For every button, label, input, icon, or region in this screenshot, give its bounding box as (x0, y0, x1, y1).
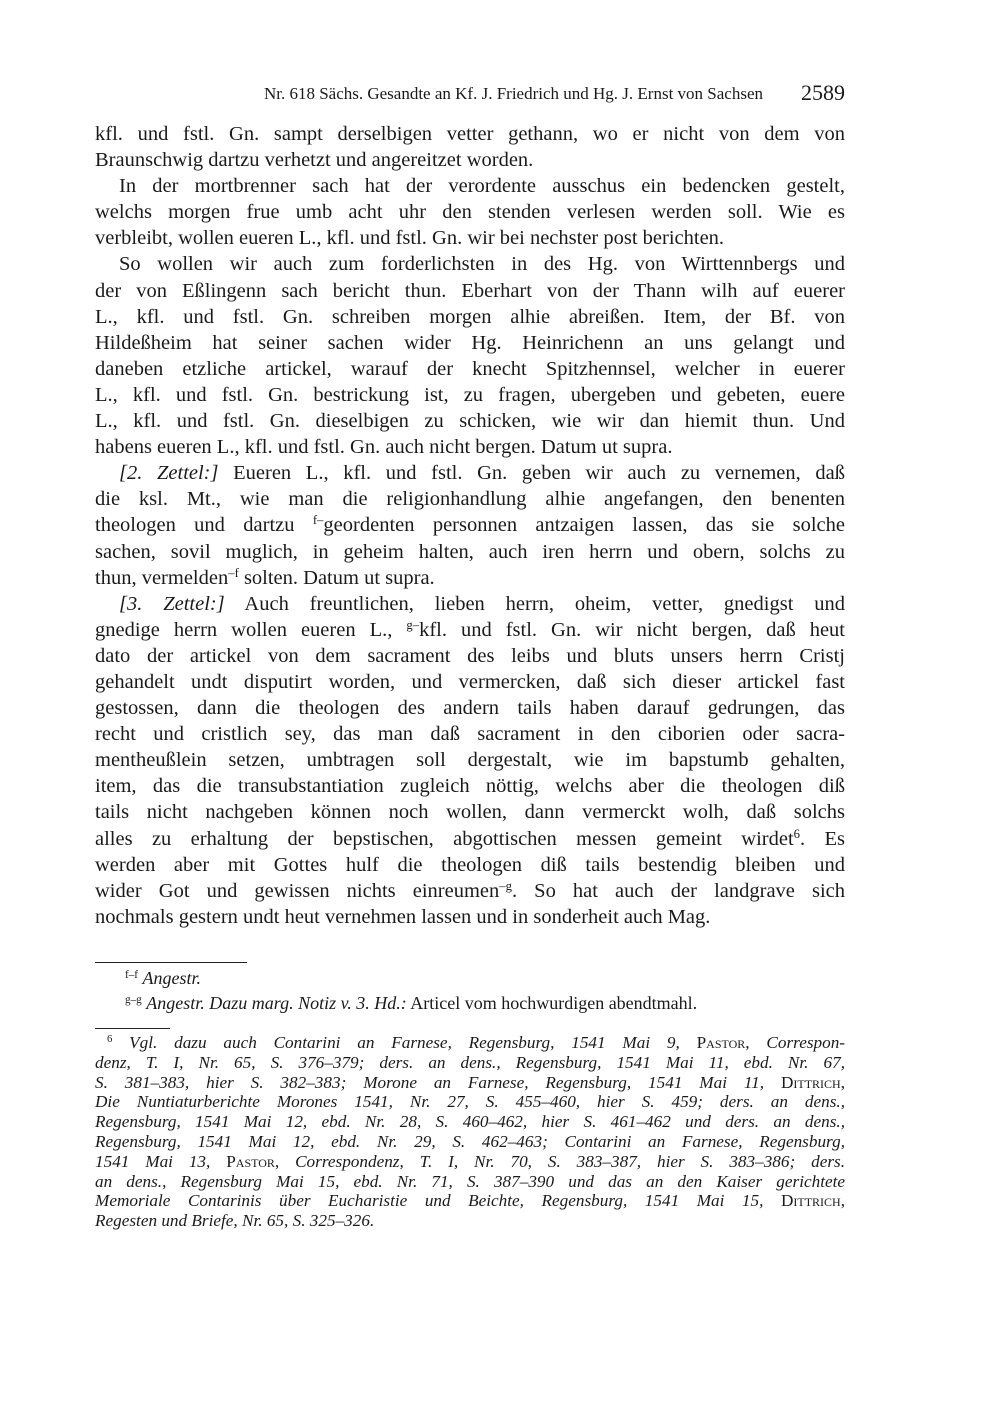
text-segment: denz, T. I, Nr. 65, S. 376–379; ders. an dens., Regensburg, 1541 Mai 11, ebd. Nr. 67, (95, 1052, 845, 1072)
text-segment: 1541 Mai 13, (95, 1151, 211, 1171)
text-line (95, 147, 845, 173)
text-line (95, 1092, 845, 1112)
note-marker: g– (406, 617, 420, 632)
text-segment: solten. Datum ut supra. (238, 566, 435, 589)
text-segment: wider Got und gewissen nichts einreumen (95, 879, 500, 902)
text-segment (112, 1033, 129, 1052)
text-segment: L., kfl. und fstl. Gn. schreiben morgen alhie abreißen. Item, der Bf. von (95, 305, 845, 328)
text-segment: Articel vom hochwurdigen abendtmahl. (406, 993, 698, 1013)
text-line (95, 565, 845, 591)
running-header (95, 80, 845, 106)
text-line (95, 773, 845, 799)
note-marker: f–f (125, 968, 139, 981)
text-line (95, 486, 845, 512)
note-marker: –g (499, 878, 512, 893)
note-marker: 6 (107, 1034, 113, 1046)
text-segment: Correspon- (749, 1033, 846, 1052)
text-line (95, 591, 845, 617)
text-segment: dato der artickel von dem sacrament des leibs und bluts unsers herrn Cristj (95, 644, 845, 667)
text-line (95, 878, 845, 904)
text-segment: Vgl. dazu auch Contarini an Farnese, Regensburg, 1541 Mai 9, (129, 1033, 680, 1052)
text-segment: item, das die transubstantiation zugleich nöttig, welchs aber die theologen diß (95, 775, 845, 798)
text-segment: Hildeßheim hat seiner sachen wider Hg. Heinrichenn an uns gelangt und (95, 331, 845, 354)
text-segment: Braunschwig dartzu verhetzt und angereitzet worden. (95, 149, 534, 172)
running-title: Nr. 618 Sächs. Gesandte an Kf. J. Friedrich und Hg. J. Ernst von Sachsen (263, 84, 763, 103)
text-line (95, 330, 845, 356)
text-segment: habens eueren L., kfl. und fstl. Gn. auch nicht bergen. Datum ut supra. (95, 436, 673, 459)
text-segment: alles zu erhaltung der bepstischen, abgottischen messen gemeint wirdet (95, 827, 794, 850)
text-segment: nochmals gestern undt heut vernehmen lassen und in sonderheit auch Mag. (95, 905, 711, 928)
text-line (95, 251, 845, 277)
footnote-rule (95, 1028, 170, 1029)
text-line (95, 1112, 845, 1132)
text-segment: Regensburg, 1541 Mai 12, ebd. Nr. 29, S. 462–463; Contarini an Farnese, Regensburg, (95, 1131, 845, 1151)
text-segment: kfl. und fstl. Gn. sampt derselbigen vetter gethann, wo er nicht von dem von (95, 123, 845, 145)
text-segment: So wollen wir auch zum forderlichsten in des Hg. von Wirttennbergs und (119, 253, 845, 276)
text-segment: thun, vermelden (95, 566, 229, 589)
text-line (95, 460, 845, 486)
page-number: 2589 (801, 80, 845, 105)
text-segment: der von Eßlingenn sach bericht thun. Eberhart von der Thann wilh auf euerer (95, 279, 845, 302)
text-segment: daneben etzliche artickel, warauf der knecht Spitzhennsel, welcher in euerer (95, 357, 845, 380)
text-segment: Eueren L., kfl. und fstl. Gn. geben wir auch zu vernemen, daß (218, 462, 845, 485)
text-segment: [3. Zettel:] (119, 592, 225, 615)
text-segment: sachen, sovil muglich, in geheim halten, auch iren herrn und obern, solchs zu (95, 540, 845, 563)
text-segment: Auch freuntlichen, lieben herrn, oheim, vetter, gnedigst und (224, 592, 846, 615)
text-segment: gestossen, dann die theologen des andern tails haben darauf gedrungen, das (95, 697, 845, 720)
text-line (95, 382, 845, 408)
note-marker: –f (228, 565, 239, 580)
text-line (95, 434, 845, 460)
text-segment: Regensburg, 1541 Mai 12, ebd. Nr. 28, S. 460–462, hier S. 461–462 und ders. an dens., (95, 1112, 845, 1132)
text-line (95, 643, 845, 669)
text-line (95, 356, 845, 382)
text-line (95, 1132, 845, 1152)
text-line (95, 991, 845, 1016)
text-segment: S. 381–383, hier S. 382–383; Morone an Farnese, Regensburg, 1541 Mai 11, (95, 1072, 765, 1092)
text-line (95, 1073, 845, 1093)
text-segment: [2. Zettel:] (119, 462, 219, 485)
text-line (95, 1191, 845, 1211)
text-line (95, 721, 845, 747)
text-segment: verbleibt, wollen eueren L., kfl. und fstl. Gn. wir bei nechster post berichten. (95, 227, 725, 250)
text-line (95, 617, 845, 643)
text-segment: welchs morgen frue umb acht uhr den stenden verlesen werden soll. Wie es (95, 201, 845, 224)
text-line (95, 539, 845, 565)
text-segment: L., kfl. und fstl. Gn. bestrickung ist, zu fragen, ubergeben und gebeten, euere (95, 383, 845, 406)
text-line (95, 408, 845, 434)
text-line (95, 304, 845, 330)
text-segment: recht und cristlich sey, das man daß sacrament in den ciborien oder sacra- (95, 723, 845, 746)
text-line (95, 852, 845, 878)
text-segment: In der mortbrenner sach hat der verordente ausschus ein bedencken gestelt, (119, 175, 845, 198)
text-line (95, 966, 845, 991)
text-segment: Angestr. Dazu marg. Notiz v. 3. Hd.: (146, 993, 407, 1013)
text-line (95, 669, 845, 695)
note-marker: f– (312, 513, 324, 528)
text-line (95, 826, 845, 852)
text-segment: . Es (800, 827, 845, 850)
text-segment: die ksl. Mt., wie man die religionhandlung alhie angefangen, den benenten (95, 488, 845, 511)
text-line (95, 799, 845, 825)
text-segment: . So hat auch der landgrave sich (511, 879, 845, 902)
text-segment: werden aber mit Gottes hulf die theologen diß tails bestendig bleiben und (95, 853, 845, 876)
text-segment: theologen und dartzu (95, 514, 313, 537)
text-segment: gehandelt undt disputirt worden, und vermercken, daß sich dieser artickel fast (95, 670, 845, 693)
text-line (95, 512, 845, 538)
text-segment: Pastor, (679, 1033, 750, 1052)
text-segment: Memoriale Contarinis über Eucharistie und Beichte, Regensburg, 1541 Mai 15, (95, 1191, 764, 1211)
text-line (95, 747, 845, 773)
text-segment: mentheußlein setzen, umbtragen soll dergestalt, wie im bapstumb gehalten, (95, 749, 845, 772)
apparatus-rule (95, 962, 247, 963)
text-line (95, 1053, 845, 1073)
main-text (95, 121, 845, 930)
text-line (95, 121, 845, 147)
text-segment: Angestr. (142, 968, 202, 988)
text-segment: Correspondenz, T. I, Nr. 70, S. 383–387, hier S. 383–386; ders. (279, 1151, 845, 1171)
text-segment: Dittrich, (763, 1191, 845, 1211)
text-segment: gnedige herrn wollen eueren L., (95, 618, 407, 641)
text-line (95, 1211, 845, 1231)
text-line (95, 278, 845, 304)
text-line (95, 1152, 845, 1172)
text-segment: tails nicht nachgeben können noch wollen, dann vermerckt wolh, daß solchs (95, 801, 845, 824)
note-marker: 6 (793, 826, 800, 841)
text-segment: Regesten und Briefe, Nr. 65, S. 325–326. (95, 1211, 375, 1231)
footnotes (95, 1033, 845, 1231)
text-apparatus (95, 966, 845, 1016)
text-segment: kfl. und fstl. Gn. wir nicht bergen, daß heut (419, 618, 846, 641)
text-segment: Dittrich, (764, 1072, 845, 1092)
text-segment: L., kfl. und fstl. Gn. dieselbigen zu schicken, wie wir dan hiemit thun. Und (95, 410, 845, 433)
text-line (95, 199, 845, 225)
note-marker: g–g (125, 993, 142, 1006)
text-line (95, 173, 845, 199)
text-line (95, 225, 845, 251)
text-line (95, 904, 845, 930)
text-segment: Pastor, (210, 1151, 280, 1171)
text-line (95, 1172, 845, 1192)
text-line (95, 1033, 845, 1053)
text-segment: geordenten personnen antzaigen lassen, das sie solche (323, 514, 845, 537)
text-segment: Die Nuntiaturberichte Morones 1541, Nr. 27, S. 455–460, hier S. 459; ders. an dens., (95, 1092, 845, 1112)
text-segment: an dens., Regensburg Mai 15, ebd. Nr. 71, S. 387–390 und das an den Kaiser gerichtete (95, 1171, 845, 1191)
text-line (95, 695, 845, 721)
